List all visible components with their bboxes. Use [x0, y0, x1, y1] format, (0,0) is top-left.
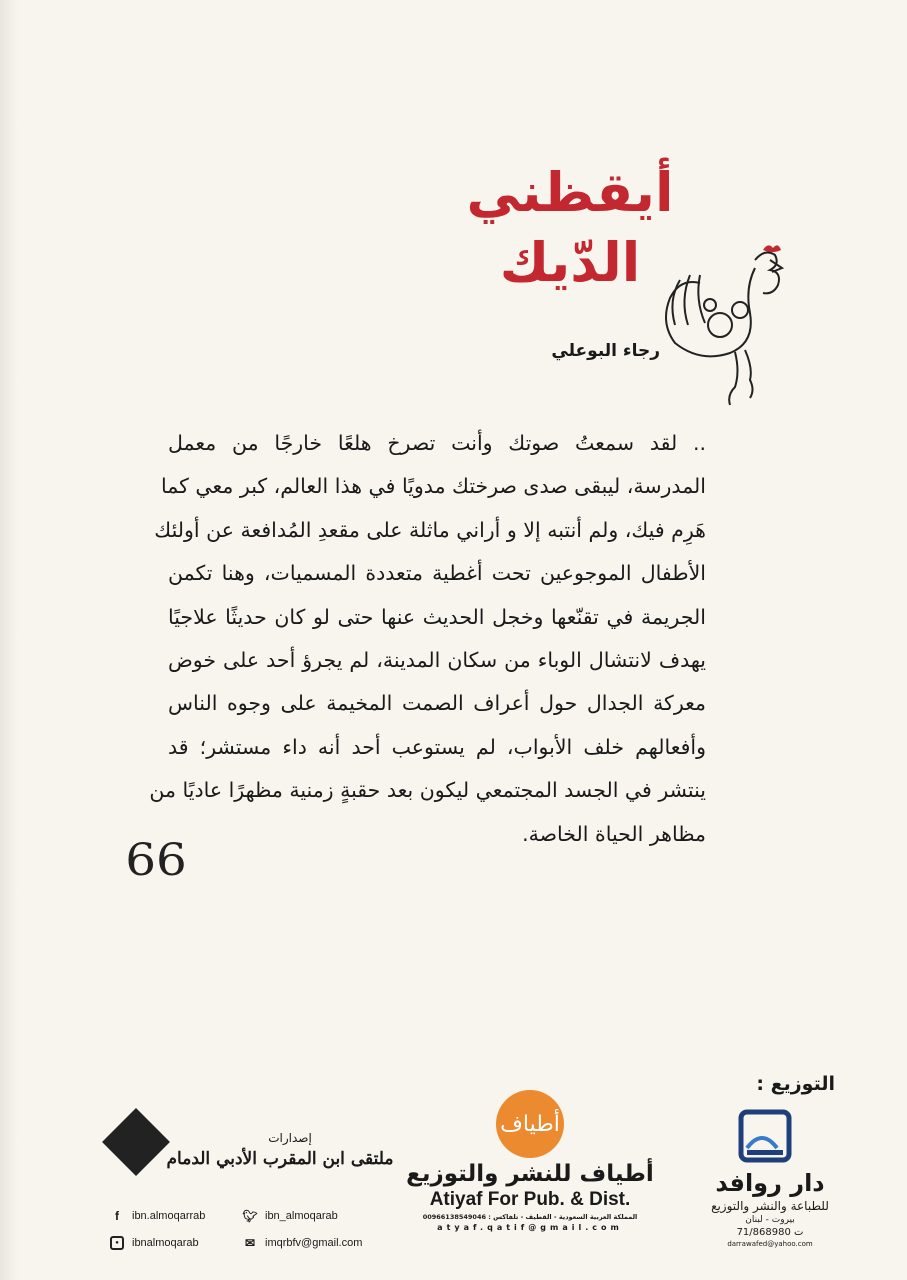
excerpt-line: يهدف لانتشال الوباء من سكان المدينة، لم يجرؤ أحد على خوض — [168, 648, 706, 673]
page-edge — [0, 0, 18, 1280]
excerpt-line: مظاهر الحياة الخاصة. — [522, 821, 706, 846]
mail-icon: ✉︎ — [244, 1236, 256, 1250]
rooster-icon — [660, 240, 795, 415]
twitter-handle — [243, 1208, 338, 1224]
instagram-text: ibnalmoqarab — [132, 1237, 199, 1249]
instagram-icon: ● — [110, 1236, 124, 1250]
excerpt-line: الجريمة في تقنّعها وخجل الحديث عنها حتى لو كان حديثًا علاجيًا — [168, 604, 706, 629]
publisher-name-ar: أطياف للنشر والتوزيع — [406, 1161, 654, 1187]
publisher-name-en: Atiyaf For Pub. & Dist. — [429, 1189, 631, 1210]
book-excerpt — [149, 422, 706, 856]
forum-label: إصدارات — [268, 1131, 312, 1145]
forum-info — [120, 1130, 400, 1172]
closing-quote-icon: 66 — [125, 835, 187, 886]
forum-name: ملتقى ابن المقرب الأدبي الدمام — [166, 1149, 394, 1169]
publisher-info — [405, 1160, 655, 1234]
twitter-icon: 🐦︎ — [242, 1209, 258, 1223]
rawafed-email: darrawafed@yahoo.com — [727, 1240, 813, 1248]
publisher-address: المملكة العربية السعودية - القطيف - تلفاكس : 00966138549046 — [422, 1213, 638, 1221]
facebook-icon: f — [115, 1209, 119, 1223]
facebook-text: ibn.almoqarrab — [132, 1210, 206, 1222]
rawafed-city: بيروت - لبنان — [745, 1215, 795, 1225]
excerpt-line: وأفعالهم خلف الأبواب، لم يستوعب أحد أنه داء مستشر؛ قد — [168, 734, 706, 759]
instagram-handle — [110, 1235, 199, 1251]
rawafed-name: دار روافد — [715, 1169, 825, 1197]
excerpt-line: المدرسة، ليبقى صدى صرختك مدويًا في هذا العالم، كبر معي كما — [161, 474, 706, 499]
distribution-label: التوزيع : — [756, 1073, 835, 1095]
rawafed-logo-icon — [737, 1108, 793, 1164]
rawafed-phone: ت 71/868980 — [736, 1227, 804, 1238]
email-text: imqrbfv@gmail.com — [265, 1237, 363, 1249]
book-title-line2: الدّيك — [499, 231, 641, 294]
excerpt-line: الأطفال الموجوعين تحت أغطية متعددة المسميات، وهنا تكمن — [168, 561, 706, 586]
atiyaf-logo-icon: أطياف — [496, 1090, 564, 1158]
twitter-text: ibn_almoqarab — [265, 1210, 338, 1222]
rawafed-info — [680, 1168, 860, 1249]
author-name: رجاء البوعلي — [551, 341, 660, 361]
excerpt-line: .. لقد سمعتُ صوتك وأنت تصرخ هلعًا خارجًا من معمل — [168, 431, 706, 455]
excerpt-line: معركة الجدال حول أعراف الصمت المخيمة على وجوه الناس — [168, 691, 706, 716]
email-contact — [243, 1235, 362, 1251]
book-title — [466, 158, 674, 298]
book-title-line1: أيقظني — [466, 161, 674, 224]
excerpt-line: ينتشر في الجسد المجتمعي ليكون بعد حقبةٍ زمنية مظهرًا عاديًا من — [149, 778, 706, 803]
facebook-handle — [110, 1208, 205, 1224]
rawafed-subtitle: للطباعة والنشر والتوزيع — [711, 1199, 829, 1213]
publisher-email: atyaf.qatif@gmail.com — [437, 1223, 623, 1232]
excerpt-line: هَرِم فيك، ولم أنتبه إلا و أراني ماثلة على مقعدِ المُدافعة عن أولئك — [154, 517, 706, 542]
